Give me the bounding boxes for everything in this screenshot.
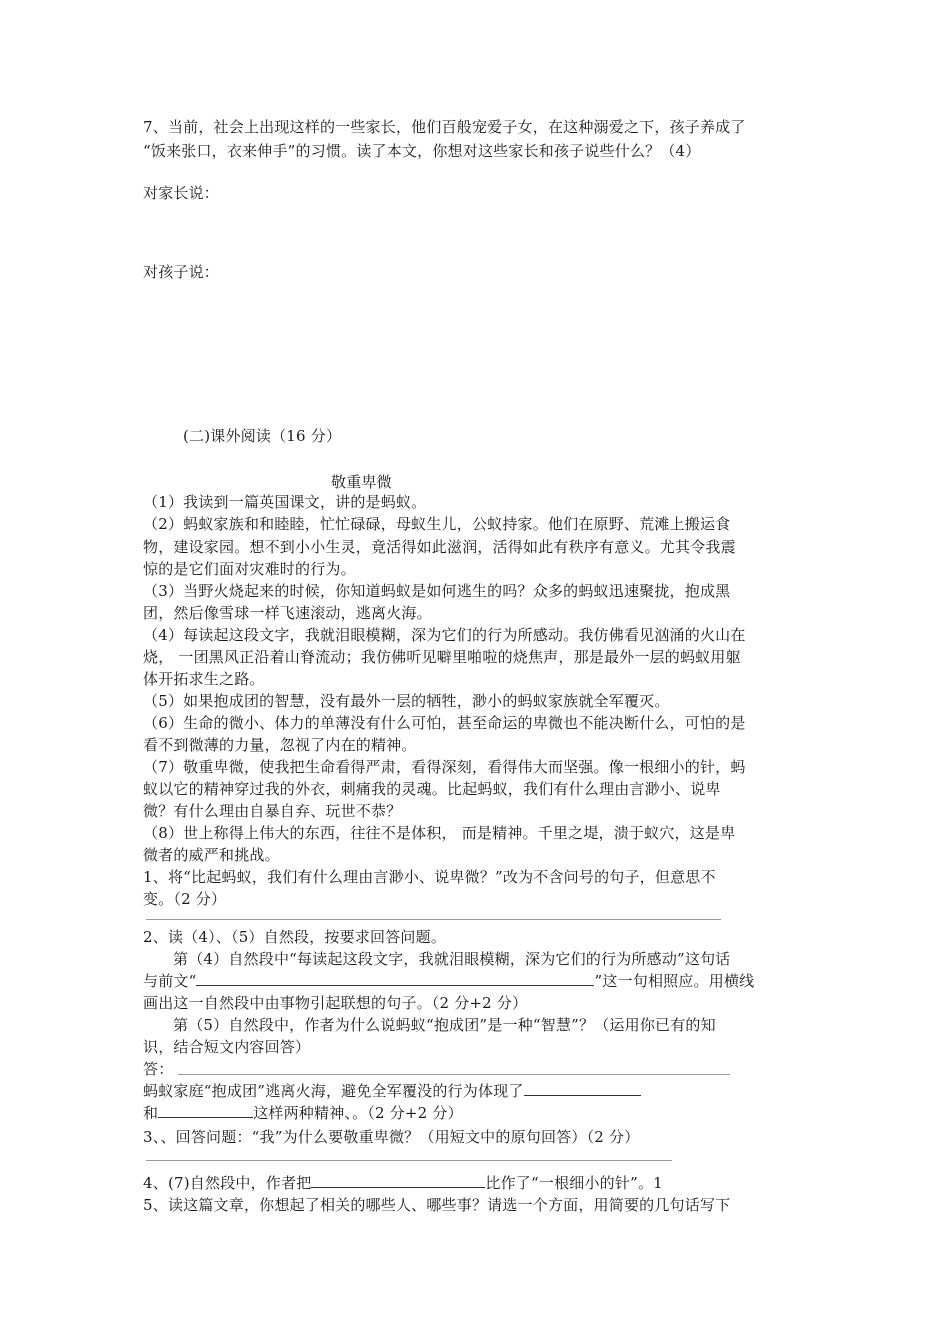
passage-line: （8）世上称得上伟大的东西，往往不是体积， 而是精神。千里之堤，溃于蚁穴，这是卑 [143, 824, 736, 842]
question-2-line-6: 识，结合短文内容回答） [143, 1038, 311, 1056]
passage-line: 体开拓求生之路。 [143, 670, 265, 688]
question-5: 5、读这篇文章，你想起了相关的哪些人、哪些事？请选一个方面，用简要的几句话写下 [143, 1196, 731, 1214]
answer-line-q1[interactable] [146, 919, 721, 920]
passage-line: 惊的是它们面对灾难时的行为。 [143, 560, 356, 578]
passage-line: 物，建设家园。想不到小小生灵，竟活得如此滋润，活得如此有秩序有意义。尤其令我震 [143, 538, 736, 556]
q7-to-children-label: 对孩子说： [143, 263, 220, 281]
passage-line: 看不到微薄的力量，忽视了内在的精神。 [143, 736, 417, 754]
passage-title: 敬重卑微 [331, 473, 392, 491]
question-3: 3、、回答问题：“我”为什么要敬重卑微？（用短文中的原句回答）（2 分） [143, 1128, 640, 1146]
question-2-line-9-start: 和 [143, 1104, 159, 1122]
blank-spirit-1[interactable] [524, 1081, 641, 1096]
passage-line: （4）每读起这段文字，我就泪眼模糊，深为它们的行为所感动。我仿佛看见汹涌的火山在 [143, 626, 746, 644]
passage-line: （3）当野火烧起来的时候，你知道蚂蚁是如何逃生的吗？众多的蚂蚁迅速聚拢，抱成黑 [143, 582, 731, 600]
passage-line: 微者的威严和挑战。 [143, 846, 280, 864]
question-2-line-9-end: 这样两种精神、。（2 分+2 分） [253, 1104, 463, 1122]
question-2-line-9 [143, 1103, 463, 1123]
question-2-line-3-start: 与前文“ [143, 972, 197, 990]
blank-echo-sentence[interactable] [196, 971, 594, 986]
answer-line-q3[interactable] [146, 1160, 672, 1161]
q7-line-1: 7、当前，社会上出现这样的一些家长，他们百般宠爱子女，在这种溺爱之下，孩子养成了 [143, 118, 746, 136]
passage-line: 烧， 一团黑风正沿着山脊流动；我仿佛听见噼里啪啦的烧焦声，那是最外一层的蚂蚁用躯 [143, 648, 741, 666]
question-2-line-2: 第（4）自然段中“每读起这段文字，我就泪眼模糊，深为它们的行为所感动”这句话 [173, 950, 731, 968]
answer-line-q2[interactable] [178, 1074, 730, 1075]
question-2-line-3 [143, 971, 754, 991]
question-4 [143, 1173, 663, 1193]
question-1-line-2: 变。（2 分） [143, 890, 227, 908]
passage-line: （2）蚂蚁家族和和睦睦，忙忙碌碌，母蚁生儿，公蚁持家。他们在原野、荒滩上搬运食 [143, 515, 731, 533]
passage-line: （5）如果抱成团的智慧，没有最外一层的牺牲，渺小的蚂蚁家族就全军覆灭。 [143, 692, 670, 710]
q7-line-2: “饭来张口，衣来伸手”的习惯。读了本文，你想对这些家长和孩子说些什么？（4） [143, 142, 701, 160]
blank-spirit-2[interactable] [158, 1103, 253, 1118]
question-4-end: 比作了“一根细小的针”。1 [485, 1174, 663, 1192]
question-2-line-8 [143, 1081, 641, 1101]
blank-compared-object[interactable] [311, 1173, 485, 1188]
passage-line: 团，然后像雪球一样飞速滚动，逃离火海。 [143, 604, 432, 622]
question-2-line-4: 画出这一自然段中由事物引起联想的句子。（2 分+2 分） [143, 994, 528, 1012]
passage-line: （6）生命的微小、体力的单薄没有什么可怕，甚至命运的卑微也不能决断什么，可怕的是 [143, 714, 746, 732]
passage-line: （7）敬重卑微，使我把生命看得严肃，看得深刻，看得伟大而坚强。像一根细小的针，蚂 [143, 758, 746, 776]
q7-to-parents-label: 对家长说： [143, 184, 220, 202]
question-2-line-5: 第（5）自然段中，作者为什么说蚂蚁“抱成团”是一种“智慧”？（运用你已有的知 [173, 1016, 716, 1034]
passage-line: 蚁以它的精神穿过我的外衣，刺痛我的灵魂。比起蚂蚁，我们有什么理由言渺小、说卑 [143, 780, 721, 798]
question-2-line-8-text: 蚂蚁家庭“抱成团”逃离火海，避免全军覆没的行为体现了 [143, 1082, 524, 1100]
passage-line: （1）我读到一篇英国课文，讲的是蚂蚁。 [143, 493, 427, 511]
question-2-line-3-end: ”这一句相照应。用横线 [594, 972, 755, 990]
question-4-start: 4、(7)自然段中，作者把 [143, 1174, 312, 1192]
question-2-line-1: 2、读（4）、（5）自然段，按要求回答问题。 [143, 928, 447, 946]
section-heading: (二)课外阅读（16 分） [183, 427, 342, 445]
question-1-line-1: 1、将“比起蚂蚁，我们有什么理由言渺小、说卑微？”改为不含问号的句子，但意思不 [143, 868, 716, 886]
passage-line: 微？有什么理由自暴自弃、玩世不恭？ [143, 802, 402, 820]
question-2-answer-label: 答： [143, 1060, 174, 1078]
